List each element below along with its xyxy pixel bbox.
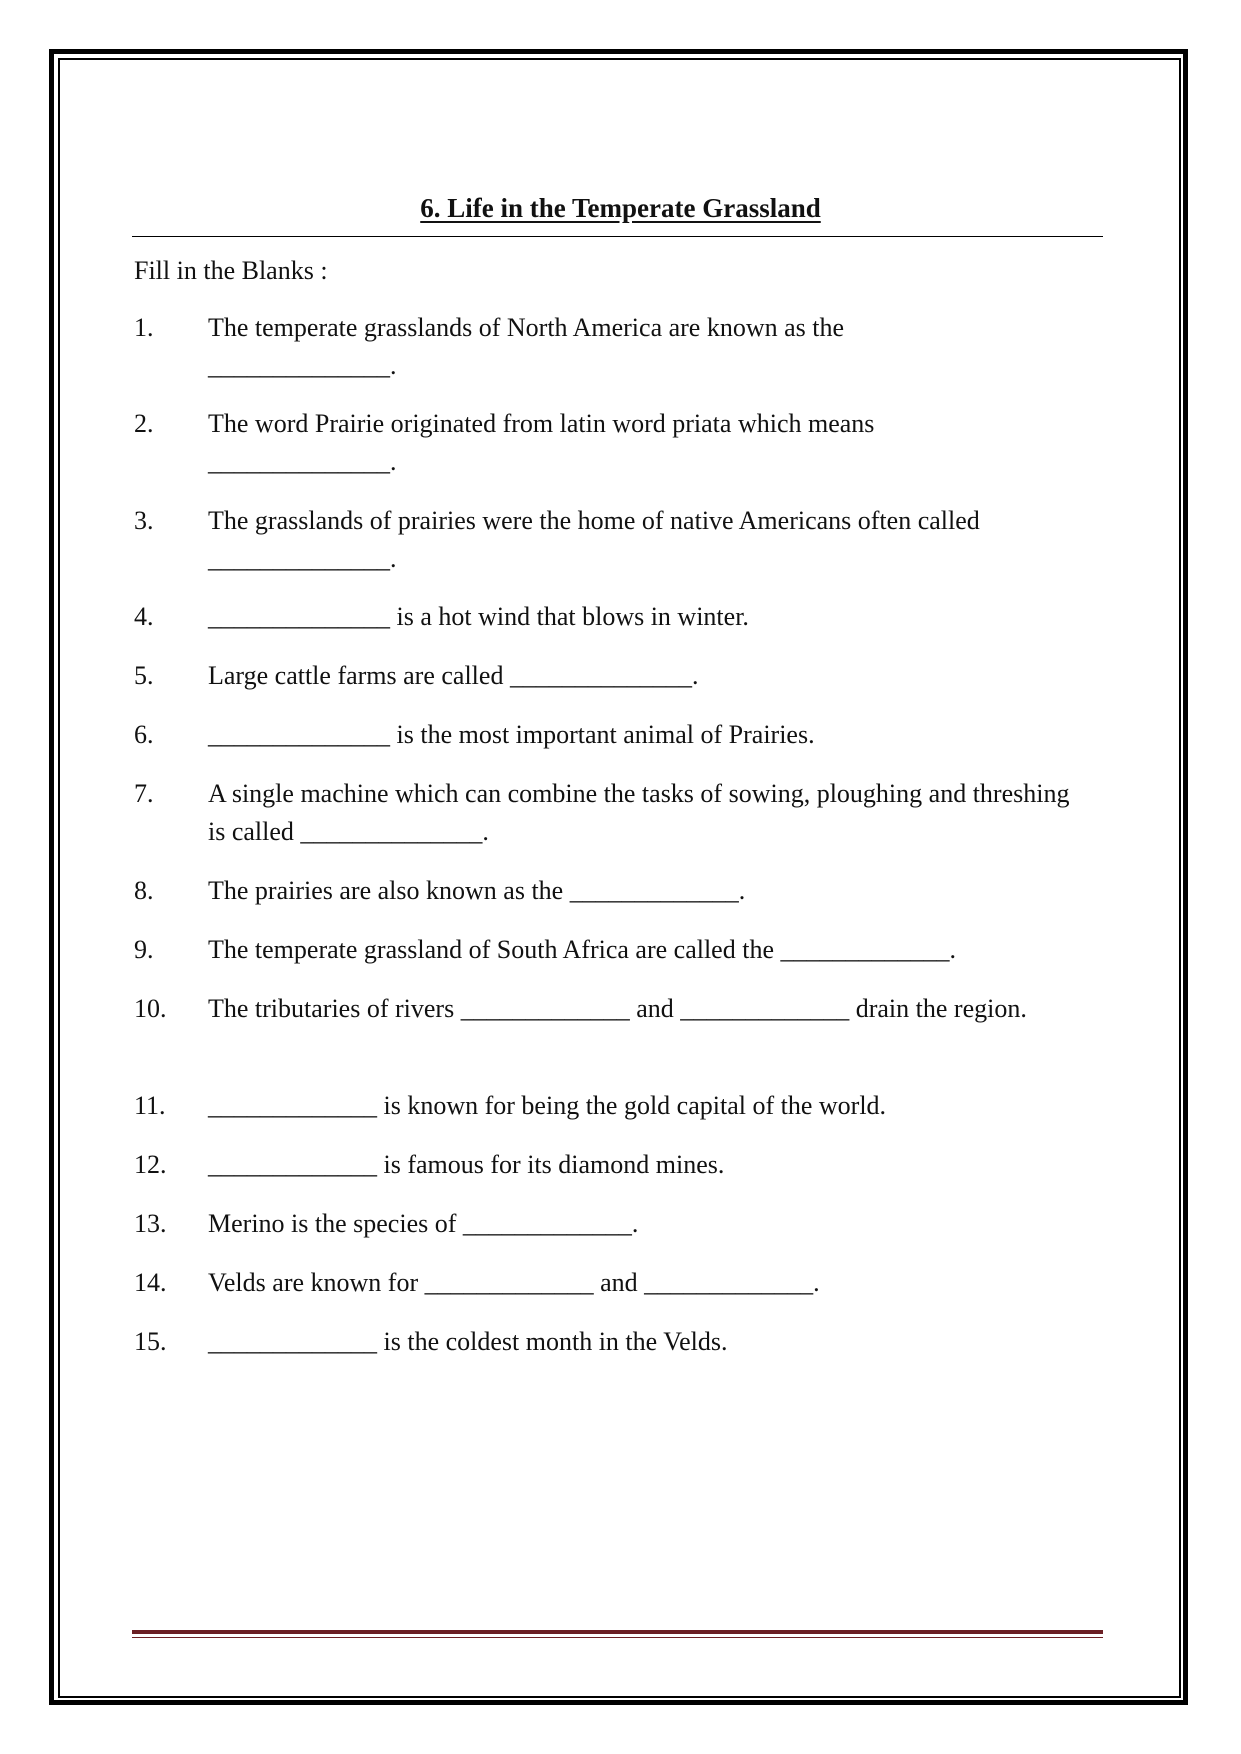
question-number: 5.: [134, 661, 154, 690]
question-number: 15.: [134, 1327, 167, 1356]
question-text: The prairies are also known as the _____________.: [208, 876, 746, 905]
question-text: _____________ is famous for its diamond mines.: [208, 1150, 725, 1179]
question-text: The temperate grassland of South Africa are called the _____________.: [208, 935, 956, 964]
question-text: The temperate grasslands of North America are known as the ______________.: [208, 313, 845, 380]
question-number: 2.: [134, 409, 154, 438]
question-number: 12.: [134, 1150, 167, 1179]
question-number: 9.: [134, 935, 154, 964]
question-number: 13.: [134, 1209, 167, 1238]
question-text: _____________ is the coldest month in the Velds.: [208, 1327, 728, 1356]
title-divider: [132, 236, 1103, 237]
question-number: 3.: [134, 506, 154, 535]
footer-rule-thin: [132, 1637, 1103, 1638]
question-number: 8.: [134, 876, 154, 905]
question-number: 10.: [134, 994, 167, 1023]
question-text: ______________ is the most important animal of Prairies.: [208, 720, 815, 749]
question-number: 11.: [134, 1091, 166, 1120]
question-number: 7.: [134, 779, 154, 808]
question-number: 6.: [134, 720, 154, 749]
question-number: 14.: [134, 1268, 167, 1297]
question-text: The grasslands of prairies were the home of native Americans often called ______________.: [208, 506, 980, 573]
question-text: Velds are known for _____________ and _____________.: [208, 1268, 820, 1297]
question-number: 4.: [134, 602, 154, 631]
question-text: Large cattle farms are called ______________.: [208, 661, 699, 690]
question-text: ______________ is a hot wind that blows in winter.: [208, 602, 749, 631]
question-text: The word Prairie originated from latin word priata which means ______________.: [208, 409, 875, 476]
question-text: The tributaries of rivers _____________ and _____________ drain the region.: [208, 994, 1027, 1023]
worksheet-title: 6. Life in the Temperate Grassland: [420, 193, 821, 223]
instruction-text: Fill in the Blanks :: [134, 256, 328, 285]
question-text: Merino is the species of _____________.: [208, 1209, 639, 1238]
question-number: 1.: [134, 313, 154, 342]
question-text: _____________ is known for being the gold capital of the world.: [208, 1091, 887, 1120]
footer-rule: [132, 1630, 1103, 1634]
question-text: A single machine which can combine the tasks of sowing, ploughing and threshing is called ______________.: [208, 779, 1070, 846]
